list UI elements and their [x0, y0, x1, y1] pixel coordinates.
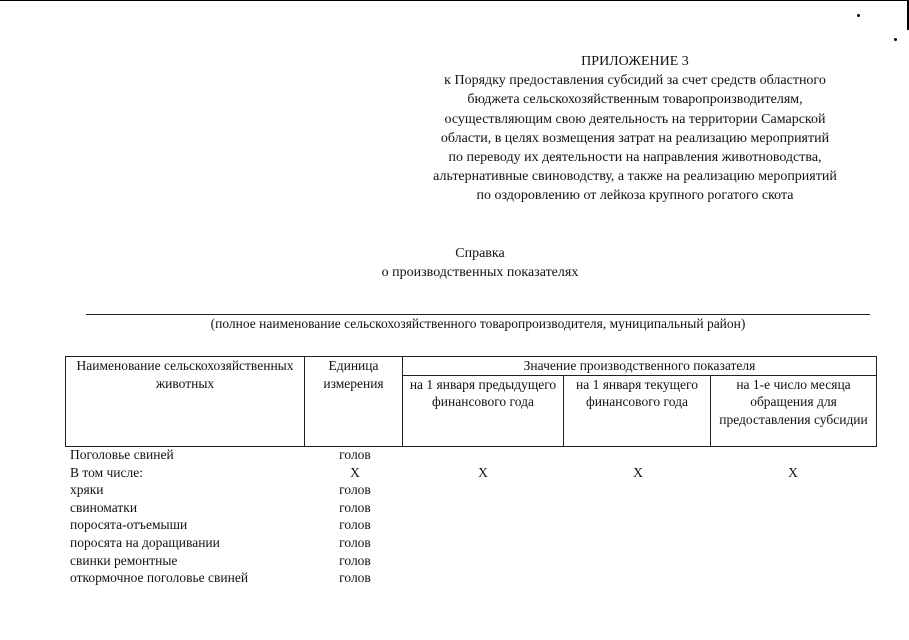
row-name: свинки ремонтные: [70, 552, 178, 568]
appendix-block: [395, 52, 875, 206]
row-unit: голов: [339, 447, 371, 462]
row-name: поросята на доращивании: [70, 534, 220, 550]
document-title-block: [300, 244, 660, 282]
row-name: Поголовье свиней: [70, 447, 174, 462]
row-unit: голов: [339, 517, 371, 533]
document-title: Справка: [455, 246, 505, 261]
row-value-application: X: [788, 464, 798, 480]
table-row: [70, 499, 876, 517]
row-name: хряки: [70, 482, 104, 498]
appendix-line: к Порядку предоставления субсидий за счет средств областного: [444, 73, 826, 89]
row-unit: голов: [339, 499, 371, 515]
table-row: [70, 534, 876, 552]
appendix-line: осуществляющим свою деятельность на территории Самарской: [444, 111, 826, 127]
row-unit: голов: [339, 570, 371, 586]
producer-name-caption: (полное наименование сельскохозяйственного товаропроизводителя, муниципальный район): [210, 316, 746, 331]
header-unit: Единица измерения: [305, 357, 403, 447]
header-animal-name: Наименование сельскохозяйственных животных: [66, 357, 305, 447]
table-row: [70, 481, 876, 499]
appendix-line: альтернативные свиноводству, а также на реализацию мероприятий: [433, 169, 837, 185]
header-value-group: Значение производственного показателя: [403, 357, 877, 376]
indicators-table-header: [65, 356, 877, 447]
appendix-line: по переводу их деятельности на направления животноводства,: [448, 150, 822, 166]
document-subtitle: о производственных показателях: [381, 265, 579, 280]
row-unit: X: [350, 464, 360, 480]
row-unit: голов: [339, 552, 371, 568]
scan-speck: [857, 14, 860, 17]
header-current-year: на 1 января текущего финансового года: [564, 375, 711, 446]
row-value-prev: X: [478, 464, 488, 480]
appendix-line: бюджета сельскохозяйственным товаропроизводителям,: [467, 92, 803, 108]
row-name: откормочное поголовье свиней: [70, 570, 249, 586]
producer-name-line: [86, 314, 870, 315]
scan-top-edge: [0, 0, 909, 1]
appendix-line: области, в целях возмещения затрат на реализацию мероприятий: [440, 130, 830, 146]
row-name: свиноматки: [70, 499, 138, 515]
header-prev-year: на 1 января предыдущего финансового года: [403, 375, 564, 446]
header-application-month: на 1-е число месяца обращения для предоставления субсидии: [711, 375, 877, 446]
indicators-rows: [70, 446, 876, 587]
table-row: [70, 552, 876, 570]
row-unit: голов: [339, 482, 371, 498]
appendix-heading: ПРИЛОЖЕНИЕ 3: [581, 54, 689, 69]
row-name: поросята-отъемыши: [70, 517, 188, 533]
table-row: [70, 516, 876, 534]
row-value-current: X: [633, 464, 643, 480]
scan-speck: [894, 38, 897, 41]
row-unit: голов: [339, 534, 371, 550]
appendix-line: по оздоровлению от лейкоза крупного рогатого скота: [476, 188, 794, 204]
table-row: [70, 464, 876, 482]
row-name: В том числе:: [70, 464, 143, 480]
table-row: [70, 446, 876, 464]
table-row: [70, 569, 876, 587]
